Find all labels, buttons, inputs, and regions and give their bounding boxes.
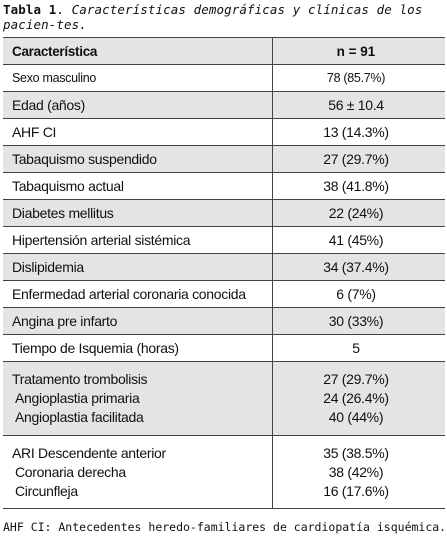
header-n: n = 91 — [336, 43, 376, 59]
value-cell — [273, 200, 445, 226]
characteristic-value: 30 (33%) — [328, 312, 384, 329]
table-row — [3, 200, 445, 227]
table-row — [3, 281, 445, 308]
value-cell — [273, 92, 445, 118]
characteristic-value: 34 (37.4%) — [323, 258, 389, 275]
characteristic-label: Sexo masculino — [12, 70, 97, 85]
characteristic-value: 24 (26.4%) — [323, 390, 389, 406]
characteristic-label: Circunfleja — [15, 482, 78, 499]
value-cell — [273, 173, 445, 199]
characteristic-label: Dislipidemia — [12, 258, 84, 275]
characteristic-label: Tiempo de Isquemia (horas) — [12, 339, 179, 356]
characteristic-cell — [3, 335, 273, 361]
table-row — [3, 227, 445, 254]
table-row — [3, 146, 445, 173]
table-row — [3, 254, 445, 281]
characteristic-cell — [3, 308, 273, 334]
characteristic-label: Enfermedad arterial coronaria conocida — [12, 285, 246, 302]
table-footnote: AHF CI: Antecedentes heredo-familiares de cardiopatía isquémica. — [3, 520, 447, 534]
table-body — [3, 65, 445, 508]
value-cell — [273, 119, 445, 145]
table-row — [3, 119, 445, 146]
characteristic-label: Angioplastia facilitada — [15, 409, 144, 425]
value-cell — [273, 308, 445, 334]
characteristic-cell — [3, 119, 273, 145]
characteristic-cell — [3, 146, 273, 172]
characteristic-value: 27 (29.7%) — [323, 150, 389, 167]
characteristic-cell — [3, 65, 273, 91]
caption-text: Características demográficas y clínicas de los pacien-tes. — [3, 2, 423, 32]
characteristics-table — [3, 37, 445, 509]
table-row — [3, 335, 445, 362]
value-cell — [273, 227, 445, 253]
characteristic-cell — [3, 92, 273, 118]
characteristic-value: 56 ± 10.4 — [328, 96, 384, 113]
characteristic-label: AHF CI — [12, 123, 57, 140]
table-row — [3, 362, 445, 436]
value-cell — [273, 335, 445, 361]
characteristic-label: Angina pre infarto — [12, 312, 118, 329]
characteristic-label: Tabaquismo actual — [12, 177, 124, 194]
caption-label: Tabla 1 — [3, 2, 57, 17]
characteristic-label: Coronaria derecha — [15, 463, 126, 480]
characteristic-cell — [3, 436, 273, 508]
characteristic-label: Diabetes mellitus — [12, 204, 114, 221]
characteristic-cell — [3, 362, 273, 435]
table-row — [3, 308, 445, 335]
characteristic-value: 38 (41.8%) — [323, 177, 389, 194]
value-cell — [273, 146, 445, 172]
characteristic-label: Edad (años) — [12, 96, 85, 113]
characteristic-cell — [3, 227, 273, 253]
characteristic-value: 78 (85.7%) — [326, 70, 386, 85]
characteristic-value: 27 (29.7%) — [323, 371, 389, 387]
characteristic-label: Angioplastia primaria — [15, 390, 140, 406]
value-cell — [273, 362, 445, 435]
characteristic-value: 38 (42%) — [328, 463, 384, 480]
value-cell — [273, 281, 445, 307]
table-header-row — [3, 38, 445, 65]
value-cell — [273, 436, 445, 508]
characteristic-label: Hipertensión arterial sistémica — [12, 231, 191, 248]
characteristic-label: Tabaquismo suspendido — [12, 150, 157, 167]
characteristic-cell — [3, 281, 273, 307]
value-cell — [273, 65, 445, 91]
value-cell — [273, 254, 445, 280]
table-row — [3, 173, 445, 200]
table-row — [3, 65, 445, 92]
characteristic-value: 5 — [352, 339, 360, 356]
characteristic-value: 13 (14.3%) — [323, 123, 389, 140]
characteristic-cell — [3, 254, 273, 280]
characteristic-value: 35 (38.5%) — [323, 444, 389, 461]
table-caption: Tabla 1. Características demográficas y clínicas de los pacien-tes. — [3, 2, 423, 32]
table-row — [3, 92, 445, 119]
characteristic-value: 41 (45%) — [328, 231, 384, 248]
characteristic-value: 6 (7%) — [336, 285, 376, 302]
characteristic-label: ARI Descendente anterior — [12, 444, 166, 461]
table-row — [3, 436, 445, 508]
characteristic-value: 40 (44%) — [328, 409, 384, 425]
characteristic-cell — [3, 200, 273, 226]
characteristic-value: 16 (17.6%) — [323, 482, 389, 499]
header-characteristic: Característica — [3, 38, 273, 64]
characteristic-label: Tratamento trombolisis — [12, 371, 148, 387]
characteristic-cell — [3, 173, 273, 199]
characteristic-value: 22 (24%) — [328, 204, 384, 221]
